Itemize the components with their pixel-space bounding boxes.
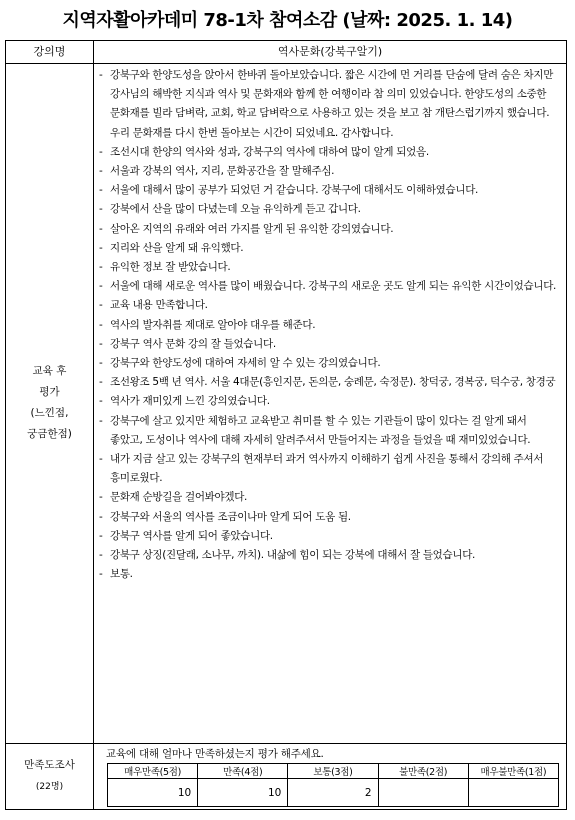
rating-column-header: 불만족(2점): [378, 764, 468, 779]
feedback-label-line: 궁금한점): [27, 428, 72, 440]
satisfaction-question: 교육에 대해 얼마나 만족하셨는지 평가 해주세요.: [106, 748, 324, 760]
feedback-row: [6, 63, 566, 744]
feedback-item: - 강북구 역사를 알게 되어 좋았습니다.: [99, 529, 273, 542]
feedback-item: - 살아온 지역의 유래와 여러 가지를 알게 된 유익한 강의였습니다.: [99, 222, 394, 235]
rating-column-header: 매우불만족(1점): [468, 764, 558, 779]
feedback-item: - 강북에서 산을 많이 다녔는데 오늘 유익하게 듣고 갑니다.: [99, 203, 361, 216]
feedback-item: - 교육 내용 만족합니다.: [99, 299, 208, 312]
feedback-item: - 조선시대 한양의 역사와 성과, 강북구의 역사에 대하여 많이 알게 되었음.: [99, 145, 429, 158]
feedback-item: - 서울에 대해 새로운 역사를 많이 배웠습니다. 강북구의 새로운 곳도 알게 되는 유익한 시간이었습니다.: [99, 280, 557, 293]
satisfaction-label: 만족도조사: [24, 759, 75, 771]
respondent-count: (22명): [35, 782, 64, 792]
rating-column-header: 만족(4점): [198, 764, 288, 779]
feedback-item: - 역사가 재미있게 느낀 강의였습니다.: [99, 395, 270, 408]
feedback-item: - 문화재 순방길을 걸어봐야겠다.: [99, 491, 248, 504]
feedback-item: - 내가 지금 살고 있는 강북구의 현재부터 과거 역사까지 이해하기 쉽게 사진을 통해서 강의해 주셔서 흥미로웠다.: [99, 453, 544, 485]
feedback-item: - 강북구와 한양도성을 앉아서 한바퀴 돌아보았습니다. 짧은 시간에 먼 거리를 단숨에 달려 숨은 차지만 강사님의 해박한 지식과 역사 및 문화재와 함께 한 여행이라 참 의미 있었습니다. 한양도성의 소중한 문화재를 빌라 담벼락, 교회, 학교 담벼락으로 사용하고 있는 것을 보고 참 개탄스럽기까지 했습니다. 우리 문화재를 다시 한번 돌아보는 시간이 되었네요. 감사합니다.: [99, 69, 554, 139]
rating-value: [468, 779, 558, 807]
page-title: 지역자활아카데미 78-1차 참여소감 (날짜: 2025. 1. 14): [62, 10, 513, 31]
table-header-row: [6, 41, 566, 64]
feedback-label-line: (느낀점,: [30, 407, 69, 419]
rating-value: [378, 779, 468, 807]
feedback-item: - 강북구에 살고 있지만 체험하고 교육받고 취미를 할 수 있는 기관들이 많이 있다는 걸 알게 돼서 좋았고, 도성이나 역사에 대해 자세히 알려주셔서 만들어지는 과정을 들었을 때 재미있었습니다.: [99, 414, 531, 446]
rating-value: 2: [288, 779, 378, 807]
rating-column-header: 보통(3점): [288, 764, 378, 779]
feedback-item: - 서울과 강북의 역사, 지리, 문화공간을 잘 말해주심.: [99, 165, 335, 178]
feedback-label-cell: [6, 63, 94, 743]
feedback-item: - 강북구와 서울의 역사를 조금이나마 알게 되어 도움 됨.: [99, 510, 351, 523]
lecture-name-header: 강의명: [6, 41, 94, 63]
satisfaction-label-cell: [6, 743, 94, 809]
feedback-label-line: 평가: [39, 386, 60, 398]
feedback-item: - 강북구 역사 문화 강의 잘 들었습니다.: [99, 337, 276, 350]
feedback-item: - 강북구 상징(진달래, 소나무, 까치). 내삶에 힘이 되는 강북에 대해서 잘 들었습니다.: [99, 549, 476, 562]
rating-value: 10: [108, 779, 198, 807]
feedback-list: [99, 66, 558, 584]
feedback-item: - 강북구와 한양도성에 대하여 자세히 알 수 있는 강의였습니다.: [99, 357, 381, 370]
rating-value-row: [108, 779, 559, 807]
feedback-item: - 보통.: [99, 568, 133, 581]
feedback-item: - 역사의 발자취를 제대로 알아야 대우를 해준다.: [99, 318, 316, 331]
feedback-item: - 조선왕조 5백 년 역사. 서울 4대문(흥인지문, 돈의문, 숭례문, 숙정문). 창덕궁, 경복궁, 덕수궁, 창경궁: [99, 376, 556, 389]
rating-table: [107, 763, 559, 807]
survey-table: [5, 40, 567, 810]
feedback-label-line: 교육 후: [32, 365, 67, 377]
rating-column-header: 매우만족(5점): [108, 764, 198, 779]
lecture-topic: 역사문화(강북구알기): [277, 45, 383, 58]
rating-value: 10: [198, 779, 288, 807]
feedback-item: - 유익한 정보 잘 받았습니다.: [99, 261, 231, 274]
feedback-item: - 서울에 대해서 많이 공부가 되었던 거 같습니다. 강북구에 대해서도 이해하였습니다.: [99, 184, 479, 197]
feedback-item: - 지리와 산을 알게 돼 유익했다.: [99, 241, 244, 254]
satisfaction-row: [6, 743, 566, 809]
rating-header-row: [108, 764, 559, 779]
